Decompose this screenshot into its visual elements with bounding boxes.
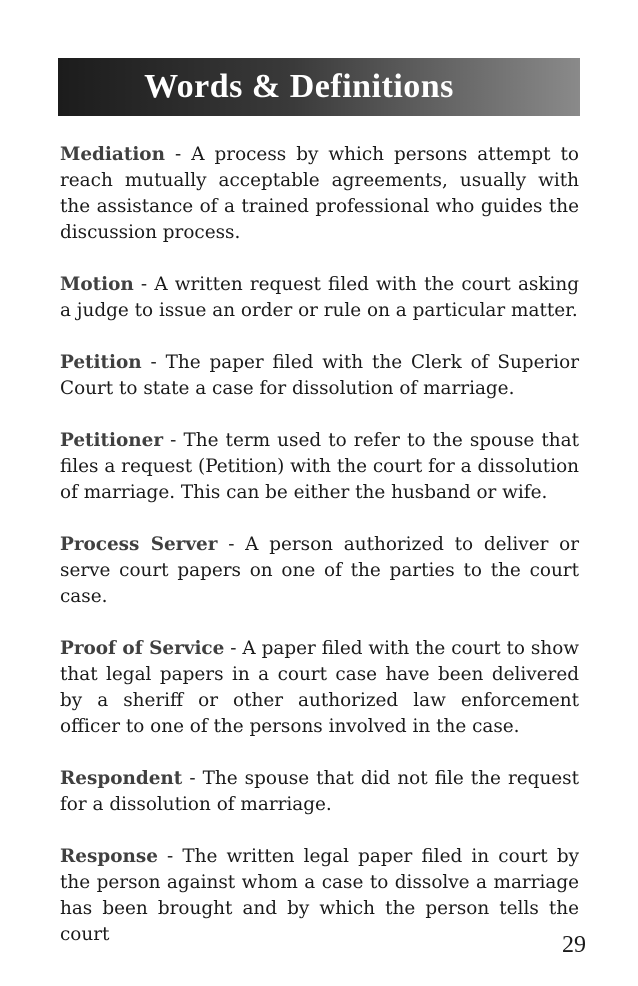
definition-entry-petitioner	[60, 428, 579, 506]
definition-mediation: - A process by which persons attempt to reach mutually acceptable agreements, usually with the assistance of a trained professional who guides the discussion process.	[60, 144, 579, 243]
term-petition: Petition	[60, 352, 142, 373]
term-proof-of-service: Proof of Service	[60, 638, 225, 659]
term-respondent: Respondent	[60, 768, 183, 789]
definition-petition: - The paper filed with the Clerk of Superior Court to state a case for dissolution of marriage.	[60, 352, 579, 399]
definition-petitioner: - The term used to refer to the spouse that files a request (Petition) with the court for a dissolution of marriage. This can be either the husband or wife.	[60, 430, 579, 503]
definition-entry-mediation	[60, 142, 579, 246]
term-motion: Motion	[60, 274, 134, 295]
definition-motion: - A written request filed with the court asking a judge to issue an order or rule on a particular matter.	[60, 274, 579, 321]
definition-entry-motion	[60, 272, 579, 324]
definition-respondent: - The spouse that did not file the request for a dissolution of marriage.	[60, 768, 579, 815]
definition-entry-petition	[60, 350, 579, 402]
definitions-list	[60, 142, 579, 974]
term-process-server: Process Server	[60, 534, 218, 555]
definition-entry-proof-of-service	[60, 636, 579, 740]
definition-entry-response	[60, 844, 579, 948]
page-number: 29	[562, 932, 586, 958]
definition-response: - The written legal paper filed in court by the person against whom a case to dissolve a marriage has been brought and by which the person tells the court	[60, 846, 579, 945]
term-petitioner: Petitioner	[60, 430, 164, 451]
section-title: Words & Definitions	[144, 68, 454, 105]
section-header-banner	[58, 58, 580, 116]
definition-proof-of-service: - A paper filed with the court to show that legal papers in a court case have been delivered by a sheriff or other authorized law enforcement officer to one of the persons involved in the case.	[60, 638, 580, 737]
definition-entry-respondent	[60, 766, 579, 818]
definition-entry-process-server	[60, 532, 579, 610]
term-response: Response	[60, 846, 158, 867]
definition-process-server: - A person authorized to deliver or serve court papers on one of the parties to the court case.	[60, 534, 579, 607]
term-mediation: Mediation	[60, 144, 165, 165]
